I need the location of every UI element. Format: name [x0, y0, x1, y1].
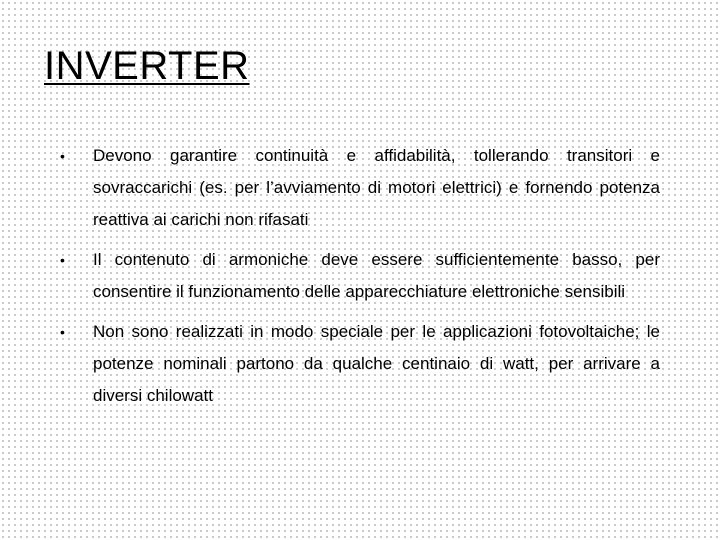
bullet-text-reliability: Devono garantire continuità e affidabilità, tollerando transitori e sovraccarichi (es. per l’avviamento di motori elettrici) e fornendo potenza reattiva ai carichi non rifasati: [93, 146, 660, 229]
bullet-dot-icon: •: [60, 324, 65, 340]
bullet-item-power-range: [60, 316, 660, 412]
bullet-item-reliability: [60, 140, 660, 236]
bullet-dot-icon: •: [60, 148, 65, 164]
bullet-text-power-range: Non sono realizzati in modo speciale per le applicazioni fotovoltaiche; le potenze nominali partono da qualche centinaio di watt, per arrivare a diversi chilowatt: [93, 322, 660, 405]
slide-title: INVERTER: [44, 44, 250, 88]
bullet-text-harmonics: Il contenuto di armoniche deve essere sufficientemente basso, per consentire il funzionamento delle apparecchiature elettroniche sensibili: [93, 250, 660, 301]
bullet-item-harmonics: [60, 244, 660, 308]
bullet-list: [60, 140, 660, 420]
bullet-dot-icon: •: [60, 252, 65, 268]
